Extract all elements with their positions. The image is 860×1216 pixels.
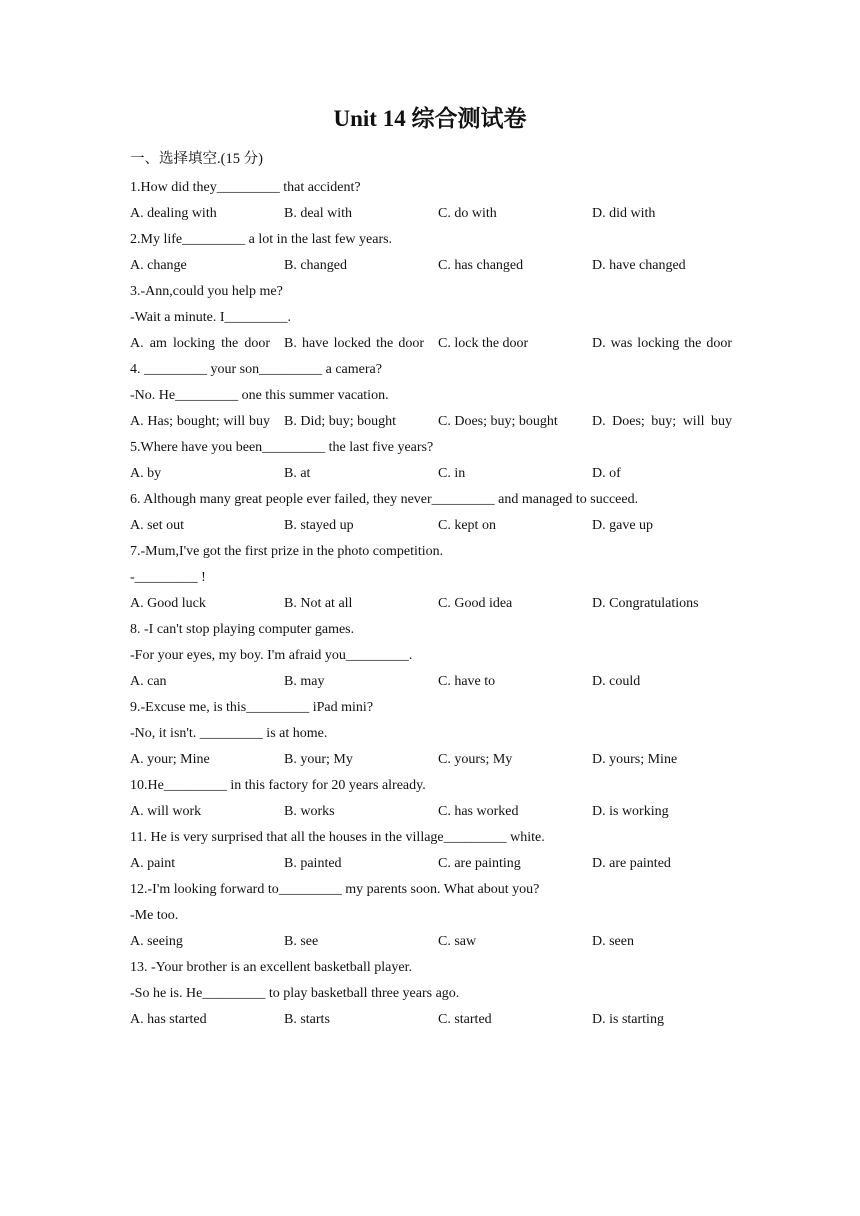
- answer-option-a[interactable]: A. your; Mine: [130, 752, 210, 767]
- question-9: [130, 695, 730, 773]
- answer-option-c[interactable]: C. Good idea: [438, 596, 513, 611]
- question-3: [130, 279, 730, 357]
- question-7: [130, 539, 730, 617]
- answer-option-b[interactable]: B. stayed up: [284, 518, 354, 533]
- question-stem: 9.-Excuse me, is this_________ iPad mini?: [130, 700, 374, 715]
- answer-option-b[interactable]: B. at: [284, 466, 311, 481]
- answer-option-b[interactable]: B. may: [284, 674, 325, 689]
- question-dialogue-line: -No. He_________ one this summer vacation.: [130, 388, 389, 403]
- question-dialogue-line: -So he is. He_________ to play basketball three years ago.: [130, 986, 460, 1001]
- answer-option-c[interactable]: C. has changed: [438, 258, 524, 273]
- answer-option-a[interactable]: A. by: [130, 466, 162, 481]
- answer-option-c[interactable]: C. have to: [438, 674, 496, 689]
- answer-options: [130, 591, 730, 617]
- question-8: [130, 617, 730, 695]
- answer-option-d[interactable]: D. gave up: [592, 518, 654, 533]
- question-12: [130, 877, 730, 955]
- answer-option-d[interactable]: D. is working: [592, 804, 669, 819]
- answer-options: [130, 253, 730, 279]
- answer-option-d[interactable]: D. Does; buy; will buy: [592, 414, 732, 429]
- answer-options: [130, 513, 730, 539]
- answer-option-c[interactable]: C. in: [438, 466, 466, 481]
- answer-option-d[interactable]: D. could: [592, 674, 641, 689]
- answer-option-b[interactable]: B. Did; buy; bought: [284, 414, 397, 429]
- question-list: [130, 175, 730, 1033]
- question-stem: 2.My life_________ a lot in the last few years.: [130, 232, 393, 247]
- answer-options: [130, 409, 730, 435]
- answer-option-c[interactable]: C. has worked: [438, 804, 519, 819]
- question-13: [130, 955, 730, 1033]
- answer-options: [130, 1007, 730, 1033]
- answer-option-c[interactable]: C. lock the door: [438, 336, 529, 351]
- question-1: [130, 175, 730, 227]
- question-stem: 4. _________ your son_________ a camera?: [130, 362, 382, 377]
- answer-option-d[interactable]: D. seen: [592, 934, 634, 949]
- answer-option-c[interactable]: C. are painting: [438, 856, 521, 871]
- question-stem: 7.-Mum,I've got the first prize in the photo competition.: [130, 544, 444, 559]
- question-stem: 13. -Your brother is an excellent basketball player.: [130, 960, 413, 975]
- answer-option-b[interactable]: B. Not at all: [284, 596, 353, 611]
- question-stem: 3.-Ann,could you help me?: [130, 284, 283, 299]
- answer-option-d[interactable]: D. have changed: [592, 258, 686, 273]
- answer-option-a[interactable]: A. change: [130, 258, 187, 273]
- answer-option-d[interactable]: D. is starting: [592, 1012, 664, 1027]
- question-dialogue-line: -For your eyes, my boy. I'm afraid you_________.: [130, 648, 413, 663]
- answer-option-d[interactable]: D. of: [592, 466, 621, 481]
- answer-option-a[interactable]: A. will work: [130, 804, 202, 819]
- answer-options: [130, 669, 730, 695]
- answer-option-c[interactable]: C. yours; My: [438, 752, 513, 767]
- answer-options: [130, 851, 730, 877]
- answer-option-d[interactable]: D. was locking the door: [592, 336, 732, 351]
- answer-option-c[interactable]: C. started: [438, 1012, 492, 1027]
- answer-options: [130, 799, 730, 825]
- answer-option-a[interactable]: A. can: [130, 674, 167, 689]
- answer-option-b[interactable]: B. painted: [284, 856, 342, 871]
- question-stem: 1.How did they_________ that accident?: [130, 180, 361, 195]
- answer-option-b[interactable]: B. works: [284, 804, 335, 819]
- page-title: Unit 14 综合测试卷: [333, 106, 527, 131]
- answer-option-d[interactable]: D. yours; Mine: [592, 752, 678, 767]
- answer-option-a[interactable]: A. am locking the door: [130, 336, 270, 351]
- answer-option-a[interactable]: A. set out: [130, 518, 185, 533]
- question-10: [130, 773, 730, 825]
- answer-options: [130, 331, 730, 357]
- answer-option-b[interactable]: B. your; My: [284, 752, 353, 767]
- question-stem: 6. Although many great people ever failed, they never_________ and managed to succeed.: [130, 492, 639, 507]
- answer-option-a[interactable]: A. dealing with: [130, 206, 217, 221]
- answer-option-d[interactable]: D. Congratulations: [592, 596, 699, 611]
- question-6: [130, 487, 730, 539]
- answer-option-c[interactable]: C. do with: [438, 206, 497, 221]
- answer-option-d[interactable]: D. did with: [592, 206, 656, 221]
- answer-option-c[interactable]: C. saw: [438, 934, 477, 949]
- question-stem: 11. He is very surprised that all the houses in the village_________ white.: [130, 830, 545, 845]
- answer-option-b[interactable]: B. starts: [284, 1012, 330, 1027]
- question-dialogue-line: -No, it isn't. _________ is at home.: [130, 726, 328, 741]
- question-4: [130, 357, 730, 435]
- answer-option-a[interactable]: A. Has; bought; will buy: [130, 414, 270, 429]
- answer-option-c[interactable]: C. kept on: [438, 518, 496, 533]
- question-dialogue-line: -Wait a minute. I_________.: [130, 310, 292, 325]
- answer-option-a[interactable]: A. Good luck: [130, 596, 206, 611]
- answer-option-b[interactable]: B. have locked the door: [284, 336, 424, 351]
- answer-options: [130, 201, 730, 227]
- answer-option-c[interactable]: C. Does; buy; bought: [438, 414, 558, 429]
- question-stem: 10.He_________ in this factory for 20 years already.: [130, 778, 426, 793]
- question-dialogue-line: -Me too.: [130, 908, 179, 923]
- answer-option-a[interactable]: A. seeing: [130, 934, 183, 949]
- answer-options: [130, 929, 730, 955]
- section-heading: 一、选择填空.(15 分): [130, 151, 263, 167]
- question-stem: 5.Where have you been_________ the last five years?: [130, 440, 434, 455]
- question-stem: 12.-I'm looking forward to_________ my parents soon. What about you?: [130, 882, 540, 897]
- answer-option-b[interactable]: B. changed: [284, 258, 347, 273]
- question-11: [130, 825, 730, 877]
- question-5: [130, 435, 730, 487]
- answer-option-b[interactable]: B. deal with: [284, 206, 353, 221]
- answer-option-a[interactable]: A. has started: [130, 1012, 207, 1027]
- answer-options: [130, 747, 730, 773]
- question-2: [130, 227, 730, 279]
- answer-option-b[interactable]: B. see: [284, 934, 319, 949]
- answer-option-a[interactable]: A. paint: [130, 856, 176, 871]
- answer-options: [130, 461, 730, 487]
- question-dialogue-line: -_________ !: [130, 570, 206, 585]
- answer-option-d[interactable]: D. are painted: [592, 856, 671, 871]
- question-stem: 8. -I can't stop playing computer games.: [130, 622, 355, 637]
